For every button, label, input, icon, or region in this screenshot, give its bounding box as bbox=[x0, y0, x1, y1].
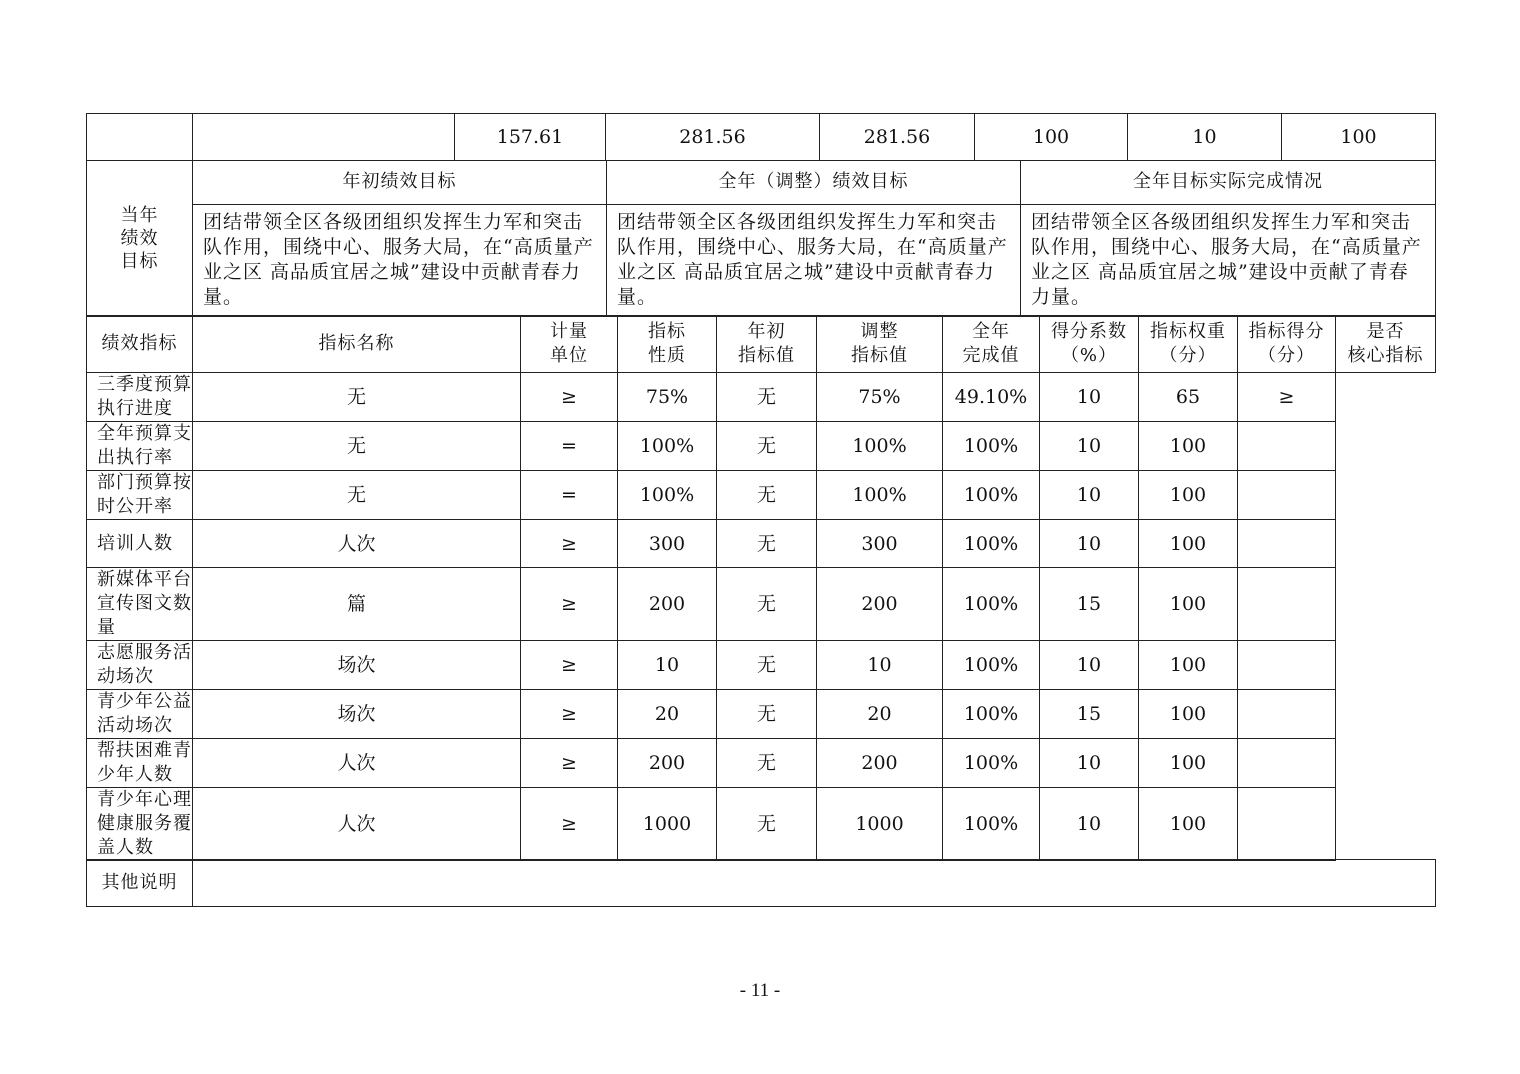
other-notes-value bbox=[193, 860, 1436, 907]
indicator-score: 100 bbox=[1139, 738, 1238, 787]
amount-cell: 100 bbox=[1282, 114, 1436, 161]
indicator-adjusted-value: 无 bbox=[717, 520, 817, 567]
indicator-rows bbox=[87, 373, 1436, 860]
indicator-score: 100 bbox=[1139, 787, 1238, 860]
goal-header-initial: 年初绩效目标 bbox=[193, 160, 607, 204]
amount-cell: 281.56 bbox=[606, 114, 820, 161]
indicator-initial-value: 300 bbox=[618, 520, 717, 567]
header-score: 指标得分 （分） bbox=[1238, 316, 1336, 373]
indicator-score: 65 bbox=[1139, 373, 1238, 422]
header-completed-value: 全年 完成值 bbox=[943, 316, 1040, 373]
indicator-unit: 场次 bbox=[193, 640, 521, 689]
header-nature: 指标 性质 bbox=[618, 316, 717, 373]
indicator-core: ≥ bbox=[1238, 373, 1336, 422]
indicator-name: 青少年公益活动场次 bbox=[87, 689, 193, 738]
indicator-name: 帮扶困难青少年人数 bbox=[87, 738, 193, 787]
indicator-unit: 人次 bbox=[193, 787, 521, 860]
indicator-core bbox=[1238, 689, 1336, 738]
indicator-unit: 无 bbox=[193, 373, 521, 422]
indicator-score: 100 bbox=[1139, 689, 1238, 738]
indicator-completed-value: 10 bbox=[817, 640, 943, 689]
amount-cell: 281.56 bbox=[820, 114, 975, 161]
indicator-adjusted-value: 无 bbox=[717, 689, 817, 738]
indicator-weight: 10 bbox=[1040, 787, 1139, 860]
indicator-nature: ≥ bbox=[521, 640, 618, 689]
header-adjusted-value: 调整 指标值 bbox=[817, 316, 943, 373]
indicator-score-coefficient: 100% bbox=[943, 471, 1040, 520]
indicator-nature: = bbox=[521, 471, 618, 520]
header-weight: 指标权重 （分） bbox=[1139, 316, 1238, 373]
empty-cell bbox=[193, 114, 455, 161]
indicator-core bbox=[1238, 738, 1336, 787]
indicator-row bbox=[87, 689, 1436, 738]
indicator-row bbox=[87, 471, 1436, 520]
indicator-completed-value: 300 bbox=[817, 520, 943, 567]
indicator-name: 青少年心理健康服务覆盖人数 bbox=[87, 787, 193, 860]
indicator-row bbox=[87, 373, 1436, 422]
performance-table bbox=[86, 113, 1435, 907]
indicator-adjusted-value: 无 bbox=[717, 738, 817, 787]
indicator-adjusted-value: 无 bbox=[717, 422, 817, 471]
indicator-unit: 人次 bbox=[193, 738, 521, 787]
indicator-weight: 15 bbox=[1040, 567, 1139, 640]
indicator-name: 三季度预算执行进度 bbox=[87, 373, 193, 422]
header-indicator-name: 指标名称 bbox=[193, 316, 521, 373]
indicator-initial-value: 1000 bbox=[618, 787, 717, 860]
indicator-unit: 篇 bbox=[193, 567, 521, 640]
indicator-core bbox=[1238, 520, 1336, 567]
indicator-name: 部门预算按时公开率 bbox=[87, 471, 193, 520]
goal-text-initial: 团结带领全区各级团组织发挥生力军和突击队作用，围绕中心、服务大局，在“高质量产业之区 高品质宜居之城”建设中贡献青春力量。 bbox=[193, 204, 607, 316]
indicator-initial-value: 200 bbox=[618, 738, 717, 787]
indicator-completed-value: 200 bbox=[817, 738, 943, 787]
indicator-score: 100 bbox=[1139, 422, 1238, 471]
goal-text-adjusted: 团结带领全区各级团组织发挥生力军和突击队作用，围绕中心、服务大局，在“高质量产业之区 高品质宜居之城”建设中贡献青春力量。 bbox=[607, 204, 1021, 316]
indicator-completed-value: 75% bbox=[817, 373, 943, 422]
amount-cell: 100 bbox=[975, 114, 1128, 161]
indicator-nature: = bbox=[521, 422, 618, 471]
indicator-weight: 10 bbox=[1040, 373, 1139, 422]
indicator-weight: 15 bbox=[1040, 689, 1139, 738]
indicator-weight: 10 bbox=[1040, 471, 1139, 520]
indicator-row bbox=[87, 422, 1436, 471]
indicator-initial-value: 10 bbox=[618, 640, 717, 689]
indicator-completed-value: 20 bbox=[817, 689, 943, 738]
indicators-section bbox=[86, 315, 1436, 860]
indicator-weight: 10 bbox=[1040, 640, 1139, 689]
indicator-name: 全年预算支出执行率 bbox=[87, 422, 193, 471]
indicator-core bbox=[1238, 471, 1336, 520]
indicator-score: 100 bbox=[1139, 567, 1238, 640]
indicator-score-coefficient: 100% bbox=[943, 567, 1040, 640]
indicator-completed-value: 200 bbox=[817, 567, 943, 640]
indicator-adjusted-value: 无 bbox=[717, 567, 817, 640]
indicator-completed-value: 100% bbox=[817, 471, 943, 520]
indicator-nature: ≥ bbox=[521, 787, 618, 860]
indicator-row bbox=[87, 640, 1436, 689]
indicator-score-coefficient: 49.10% bbox=[943, 373, 1040, 422]
indicator-adjusted-value: 无 bbox=[717, 471, 817, 520]
goal-header-actual: 全年目标实际完成情况 bbox=[1021, 160, 1436, 204]
indicator-weight: 10 bbox=[1040, 738, 1139, 787]
other-notes-label: 其他说明 bbox=[87, 860, 193, 907]
header-unit: 计量 单位 bbox=[521, 316, 618, 373]
indicator-unit: 人次 bbox=[193, 520, 521, 567]
indicator-core bbox=[1238, 567, 1336, 640]
empty-cell bbox=[87, 114, 193, 161]
indicator-core bbox=[1238, 640, 1336, 689]
indicator-weight: 10 bbox=[1040, 520, 1139, 567]
indicator-score: 100 bbox=[1139, 640, 1238, 689]
indicator-nature: ≥ bbox=[521, 567, 618, 640]
header-initial-value: 年初 指标值 bbox=[717, 316, 817, 373]
indicators-section-label: 绩效指标 bbox=[87, 316, 193, 373]
indicator-initial-value: 100% bbox=[618, 471, 717, 520]
other-notes-row bbox=[86, 859, 1436, 907]
indicator-name: 志愿服务活动场次 bbox=[87, 640, 193, 689]
amount-cell: 157.61 bbox=[455, 114, 606, 161]
indicator-initial-value: 200 bbox=[618, 567, 717, 640]
indicator-adjusted-value: 无 bbox=[717, 640, 817, 689]
indicator-score: 100 bbox=[1139, 520, 1238, 567]
indicator-score-coefficient: 100% bbox=[943, 787, 1040, 860]
indicator-row bbox=[87, 520, 1436, 567]
header-core-indicator: 是否 核心指标 bbox=[1336, 316, 1436, 373]
indicator-core bbox=[1238, 787, 1336, 860]
goal-header-adjusted: 全年（调整）绩效目标 bbox=[607, 160, 1021, 204]
indicator-initial-value: 75% bbox=[618, 373, 717, 422]
indicator-score-coefficient: 100% bbox=[943, 689, 1040, 738]
indicator-initial-value: 100% bbox=[618, 422, 717, 471]
goals-section bbox=[86, 160, 1436, 317]
indicator-unit: 无 bbox=[193, 422, 521, 471]
indicator-core bbox=[1238, 422, 1336, 471]
indicator-adjusted-value: 无 bbox=[717, 787, 817, 860]
indicator-row bbox=[87, 567, 1436, 640]
amount-cell: 10 bbox=[1128, 114, 1282, 161]
indicator-weight: 10 bbox=[1040, 422, 1139, 471]
indicator-unit: 场次 bbox=[193, 689, 521, 738]
goals-section-label: 当年 绩效 目标 bbox=[87, 160, 193, 316]
indicator-score-coefficient: 100% bbox=[943, 738, 1040, 787]
indicator-completed-value: 1000 bbox=[817, 787, 943, 860]
indicator-nature: ≥ bbox=[521, 738, 618, 787]
indicator-score-coefficient: 100% bbox=[943, 422, 1040, 471]
indicator-nature: ≥ bbox=[521, 689, 618, 738]
goal-text-actual: 团结带领全区各级团组织发挥生力军和突击队作用，围绕中心、服务大局，在“高质量产业之区 高品质宜居之城”建设中贡献了青春力量。 bbox=[1021, 204, 1436, 316]
indicator-score-coefficient: 100% bbox=[943, 520, 1040, 567]
indicator-name: 培训人数 bbox=[87, 520, 193, 567]
header-score-coefficient: 得分系数 （%） bbox=[1040, 316, 1139, 373]
indicator-initial-value: 20 bbox=[618, 689, 717, 738]
indicator-nature: ≥ bbox=[521, 520, 618, 567]
indicator-unit: 无 bbox=[193, 471, 521, 520]
page-number: - 11 - bbox=[739, 980, 781, 1001]
indicator-score-coefficient: 100% bbox=[943, 640, 1040, 689]
indicator-nature: ≥ bbox=[521, 373, 618, 422]
indicator-row bbox=[87, 738, 1436, 787]
indicator-name: 新媒体平台宣传图文数量 bbox=[87, 567, 193, 640]
indicator-score: 100 bbox=[1139, 471, 1238, 520]
indicator-adjusted-value: 无 bbox=[717, 373, 817, 422]
amounts-row bbox=[86, 113, 1436, 161]
indicator-completed-value: 100% bbox=[817, 422, 943, 471]
indicator-row bbox=[87, 787, 1436, 860]
